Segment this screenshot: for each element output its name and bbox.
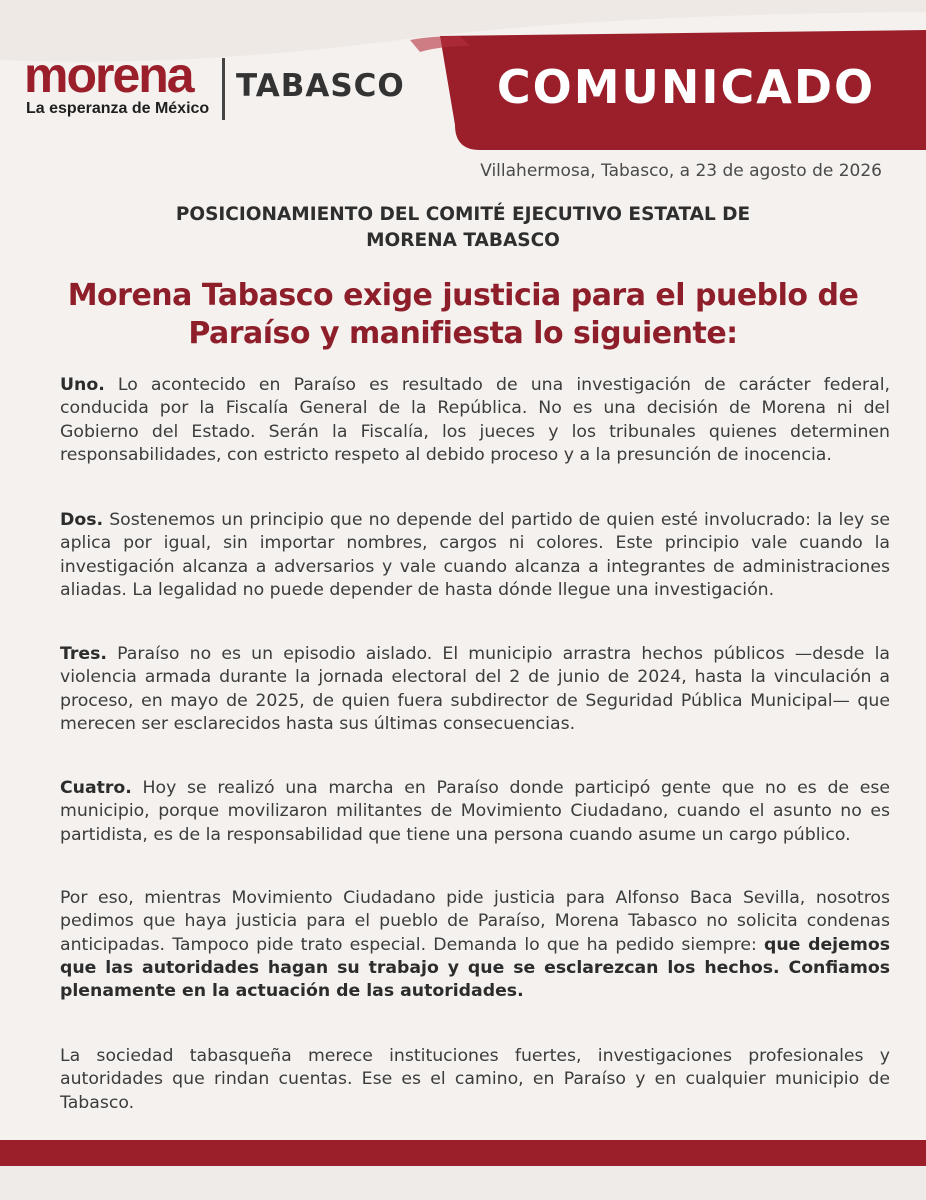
footer-background [0, 1166, 926, 1200]
position-title-line-1: POSICIONAMIENTO DEL COMITÉ EJECUTIVO ESTATAL DE [175, 204, 751, 225]
point-tres [60, 643, 890, 736]
header [0, 0, 926, 150]
point-text: Hoy se realizó una marcha en Paraíso donde participó gente que no es de ese municipio, porque movilizaron militantes de Movimiento Ciudadano, cuando el asunto no es partidista, es de la responsabilidad que tiene una persona cuando asume un cargo público. [60, 778, 890, 845]
position-title-line-2: MORENA TABASCO [366, 230, 560, 251]
point-dos [60, 509, 890, 602]
logo-divider [222, 58, 225, 120]
morena-logo-wordmark: morena [24, 47, 193, 103]
point-label: Dos. [60, 510, 104, 530]
closing-paragraph [60, 887, 890, 1003]
comunicado-banner-title: COMUNICADO [496, 60, 876, 114]
point-label: Uno. [60, 375, 105, 395]
point-label: Tres. [60, 644, 107, 664]
point-text: Paraíso no es un episodio aislado. El municipio arrastra hechos públicos —desde la violencia armada durante la jornada electoral del 2 de junio de 2024, hasta la vinculación a proceso, en mayo de 2025, de quien fuera subdirector de Seguridad Pública Municipal— que merecen ser esclarecidos hasta sus últimas consecuencias. [60, 644, 890, 734]
logo-tagline: La esperanza de México [26, 100, 210, 117]
closing-text: Por eso, mientras Movimiento Ciudadano pide justicia para Alfonso Baca Sevilla, nosotros pedimos que haya justicia para el pueblo de Paraíso, Morena Tabasco no solicita condenas anticipadas. Tampoco pide trato especial. Demanda lo que ha pedido siempre: [60, 888, 890, 955]
point-text: Lo acontecido en Paraíso es resultado de una investigación de carácter federal, conducida por la Fiscalía General de la República. No es una decisión de Morena ni del Gobierno del Estado. Serán la Fiscalía, los jueces y los tribunales quienes determinen responsabilidades, con estricto respeto al debido proceso y a la presunción de inocencia. [60, 375, 890, 465]
footer-bar [0, 1140, 926, 1166]
main-title-line-2: Paraíso y manifiesta lo siguiente: [188, 316, 738, 351]
point-cuatro [60, 777, 890, 847]
main-title-line-1: Morena Tabasco exige justicia para el pueblo de [67, 278, 859, 313]
closing-bold-text: que dejemos que las autoridades hagan su trabajo y que se esclarezcan los hechos. Confiamos plenamente en la actuación de las autoridades. [60, 934, 890, 1002]
point-text: Sostenemos un principio que no depende del partido de quien esté involucrado: la ley se aplica por igual, sin importar nombres, cargos ni colores. Este principio vale cuando la investigación alcanza a adversarios y vale cuando alcanza a integrantes de administraciones aliadas. La legalidad no puede depender de hasta dónde llegue una investigación. [60, 510, 890, 600]
position-title [0, 202, 926, 254]
date-line: Villahermosa, Tabasco, a 23 de agosto de 2026 [480, 161, 882, 181]
point-uno [60, 374, 890, 467]
point-label: Cuatro. [60, 778, 132, 798]
main-title [0, 277, 926, 353]
region-label: TABASCO [236, 68, 405, 104]
final-paragraph: La sociedad tabasqueña merece instituciones fuertes, investigaciones profesionales y autoridades que rindan cuentas. Ese es el camino, en Paraíso y en cualquier municipio de Tabasco. [60, 1046, 890, 1113]
